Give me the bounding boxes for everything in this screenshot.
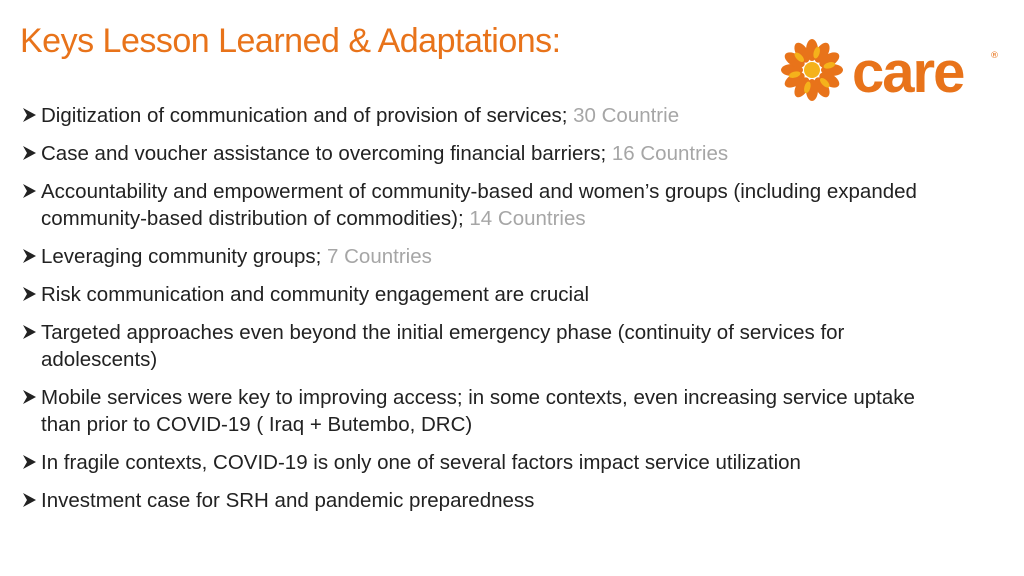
bullet-list [22, 102, 922, 525]
bullet-item [22, 102, 922, 129]
bullet-text-block [41, 449, 922, 476]
bullet-item [22, 140, 922, 167]
arrowhead-bullet-icon [22, 178, 41, 199]
bullet-text: Targeted approaches even beyond the initial emergency phase (continuity of services for adolescents) [41, 321, 845, 371]
bullet-item [22, 178, 922, 232]
bullet-text: Case and voucher assistance to overcoming financial barriers; [41, 142, 612, 165]
bullet-item [22, 319, 922, 373]
arrowhead-bullet-icon [22, 140, 41, 161]
bullet-text-block [41, 319, 922, 373]
bullet-text: Risk communication and community engagement are crucial [41, 283, 590, 306]
bullet-text-block [41, 384, 922, 438]
country-count: 14 Countries [469, 207, 586, 230]
bullet-item [22, 449, 922, 476]
bullet-text: Investment case for SRH and pandemic preparedness [41, 489, 535, 512]
bullet-text-block [41, 140, 922, 167]
slide-title: Keys Lesson Learned & Adaptations: [20, 22, 561, 60]
bullet-item [22, 487, 922, 514]
bullet-text-block [41, 281, 922, 308]
arrowhead-bullet-icon [22, 487, 41, 508]
bullet-text-block [41, 102, 922, 129]
bullet-text: Accountability and empowerment of community-based and women’s groups (including expanded community-based distribution of commodities); [41, 180, 917, 230]
arrowhead-bullet-icon [22, 243, 41, 264]
bullet-text: In fragile contexts, COVID-19 is only one of several factors impact service utilization [41, 451, 801, 474]
bullet-text: Leveraging community groups; [41, 245, 328, 268]
bullet-text-block [41, 178, 922, 232]
country-count: 30 Countrie [573, 104, 680, 127]
care-wordmark: care [852, 40, 964, 104]
arrowhead-bullet-icon [22, 449, 41, 470]
bullet-item [22, 384, 922, 438]
arrowhead-bullet-icon [22, 319, 41, 340]
arrowhead-bullet-icon [22, 281, 41, 302]
bullet-item [22, 243, 922, 270]
registered-mark: ® [990, 51, 999, 61]
care-hands-emblem-icon [781, 39, 843, 101]
arrowhead-bullet-icon [22, 102, 41, 123]
bullet-text-block [41, 487, 922, 514]
country-count: 7 Countries [327, 245, 432, 268]
country-count: 16 Countries [611, 142, 729, 165]
bullet-text: Digitization of communication and of provision of services; [41, 104, 574, 127]
care-logo [778, 36, 1008, 104]
bullet-item [22, 281, 922, 308]
arrowhead-bullet-icon [22, 384, 41, 405]
bullet-text-block [41, 243, 922, 270]
bullet-text: Mobile services were key to improving access; in some contexts, even increasing service uptake than prior to COVID-19 ( Iraq + Butembo, DRC) [41, 386, 915, 436]
